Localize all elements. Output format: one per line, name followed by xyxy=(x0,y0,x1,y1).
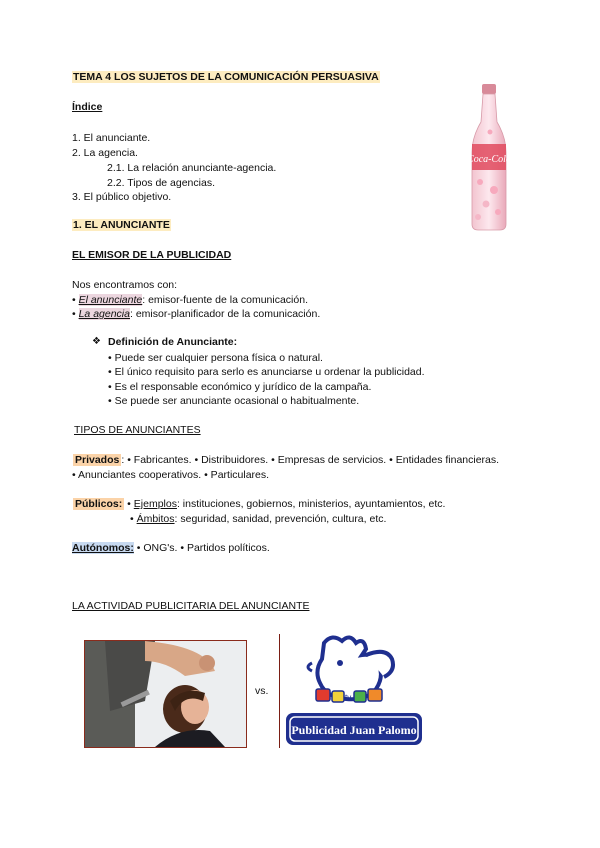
bullet-marker: • xyxy=(124,498,134,510)
index-item-2-2: 2.2. Tipos de agencias. xyxy=(107,177,215,189)
definition-item: • Puede ser cualquier persona física o natural. xyxy=(108,352,323,364)
index-item-2-1: 2.1. La relación anunciante-agencia. xyxy=(107,162,277,174)
bullet-agencia xyxy=(72,307,320,322)
document-title: TEMA 4 LOS SUJETOS DE LA COMUNICACIÓN PERSUASIVA xyxy=(73,71,379,83)
publicos-ejemplos-label: Ejemplos xyxy=(133,498,177,510)
index-item-2: 2. La agencia. xyxy=(72,147,138,159)
privados-line-1 xyxy=(73,453,499,468)
publicos-ambitos-text: : seguridad, sanidad, prevención, cultura, etc. xyxy=(174,513,387,525)
autonomos-line xyxy=(72,541,270,556)
index-heading: Índice xyxy=(72,101,103,113)
rooster-icon xyxy=(284,633,424,749)
bullet-text-anunciante: : emisor-fuente de la comunicación. xyxy=(142,294,308,306)
bullet-term-agencia: La agencia xyxy=(78,308,130,320)
juan-palomo-logo xyxy=(284,633,424,749)
publicos-label: Públicos: xyxy=(75,498,123,510)
section-heading-anunciante: 1. EL ANUNCIANTE xyxy=(73,219,170,231)
logo-tv-tag: tv xyxy=(345,693,352,702)
autonomos-text: • ONG's. • Partidos políticos. xyxy=(133,542,270,554)
index-item-1: 1. El anunciante. xyxy=(72,132,151,144)
actividad-heading: LA ACTIVIDAD PUBLICITARIA DEL ANUNCIANTE xyxy=(72,600,310,612)
emisor-subheading: EL EMISOR DE LA PUBLICIDAD xyxy=(72,249,232,261)
bullet-text-agencia: : emisor-planificador de la comunicación. xyxy=(129,308,321,320)
intro-text: Nos encontramos con: xyxy=(72,279,178,291)
publicos-ejemplos-text: : instituciones, gobiernos, ministerios, ayuntamientos, etc. xyxy=(176,498,446,510)
diamond-bullet-icon: ❖ xyxy=(92,336,101,347)
tipos-heading: TIPOS DE ANUNCIANTES xyxy=(74,424,201,436)
vs-label: vs. xyxy=(255,685,269,697)
bottle-icon xyxy=(466,82,512,232)
logo-text: Publicidad Juan Palomo xyxy=(291,723,417,737)
vertical-divider xyxy=(279,634,280,748)
publicos-line-1 xyxy=(73,497,445,512)
definition-item: • El único requisito para serlo es anunciarse u ordenar la publicidad. xyxy=(108,366,425,378)
autonomos-label: Autónomos: xyxy=(72,542,134,554)
privados-line-2: • Anunciantes cooperativos. • Particulares. xyxy=(72,469,270,481)
definition-item: • Se puede ser anunciante ocasional o habitualmente. xyxy=(108,395,360,407)
hairdresser-photo xyxy=(84,640,247,748)
bullet-marker: • xyxy=(72,308,79,320)
index-item-3: 3. El público objetivo. xyxy=(72,191,172,203)
bullet-marker: • xyxy=(130,513,137,525)
definition-title: Definición de Anunciante: xyxy=(108,336,238,348)
bullet-term-anunciante: El anunciante xyxy=(78,294,143,306)
definition-item: • Es el responsable económico y jurídico de la campaña. xyxy=(108,381,372,393)
privados-label: Privados xyxy=(75,454,120,466)
bottle-brand-text: Coca-Cola xyxy=(467,154,511,165)
hairdresser-illustration xyxy=(85,641,246,747)
publicos-line-2 xyxy=(130,512,386,527)
bullet-marker: • xyxy=(72,294,79,306)
coca-cola-bottle-image xyxy=(466,82,512,232)
publicos-ambitos-label: Ámbitos xyxy=(136,513,175,525)
bullet-anunciante xyxy=(72,293,308,308)
privados-text: : • Fabricantes. • Distribuidores. • Empresas de servicios. • Entidades financieras. xyxy=(121,454,500,466)
